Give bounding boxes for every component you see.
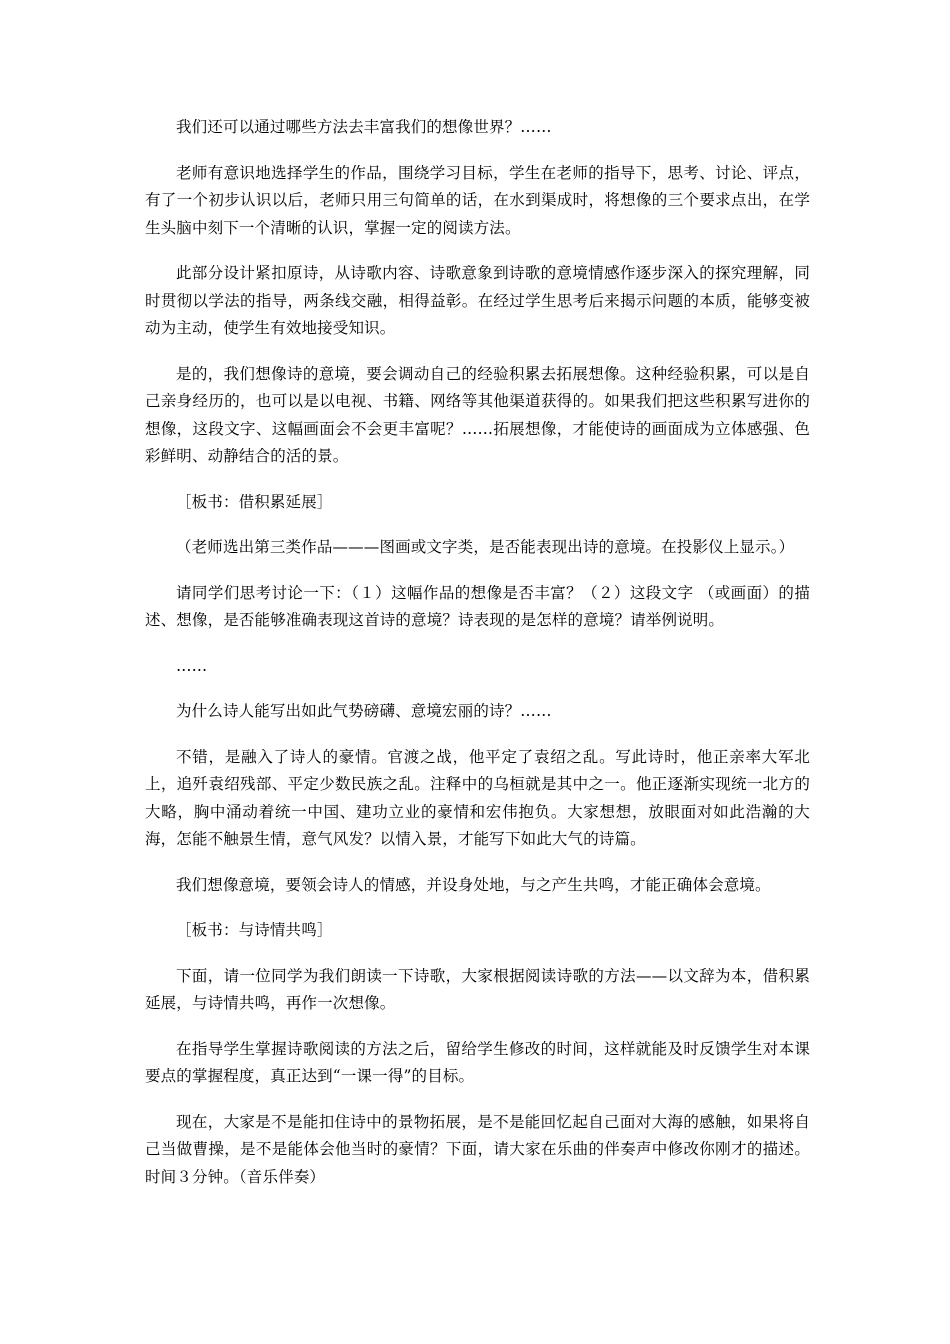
paragraph: 下面，请一位同学为我们朗读一下诗歌，大家根据阅读诗歌的方法——以文辞为本，借积累延展，与诗情共鸣，再作一次想像。 <box>145 966 810 1012</box>
paragraph: 现在，大家是不是能扣住诗中的景物拓展，是不是能回忆起自己面对大海的感触，如果将自己当做曹操，是不是能体会他当时的豪情？下面，请大家在乐曲的伴奏声中修改你刚才的描述。时间３分钟。（音乐伴奏） <box>145 1112 810 1186</box>
paragraph: 为什么诗人能写出如此气势磅礴、意境宏丽的诗？…… <box>176 702 552 720</box>
ellipsis-line: …… <box>176 656 208 675</box>
paragraph: 在指导学生掌握诗歌阅读的方法之后，留给学生修改的时间，这样就能及时反馈学生对本课要点的掌握程度，真正达到“一课一得”的目标。 <box>145 1039 810 1085</box>
blackboard-note: ［板书：借积累延展］ <box>176 492 333 511</box>
blackboard-note: ［板书：与诗情共鸣］ <box>176 921 333 939</box>
paragraph: 不错，是融入了诗人的豪情。官渡之战，他平定了袁绍之乱。写此诗时，他正亲率大军北上，追歼袁绍残部、平定少数民族之乱。注释中的乌桓就是其中之一。他正逐渐实现统一北方的大略，胸中涌动着统一中国、建功立业的豪情和宏伟抱负。大家想想，放眼面对如此浩瀚的大海，怎能不触景生情，意气风发？以情入景，才能写下如此大气的诗篇。 <box>145 747 810 848</box>
paragraph: 老师有意识地选择学生的作品，围绕学习目标，学生在老师的指导下，思考、讨论、评点，有了一个初步认识以后，老师只用三句简单的话，在水到渠成时，将想像的三个要求点出，在学生头脑中刻下一个清晰的认识，掌握一定的阅读方法。 <box>145 163 810 237</box>
paragraph: 我们还可以通过哪些方法去丰富我们的想像世界？…… <box>176 118 552 136</box>
paragraph: 是的，我们想像诗的意境，要会调动自己的经验积累去拓展想像。这种经验积累，可以是自己亲身经历的，也可以是以电视、书籍、网络等其他渠道获得的。如果我们把这些积累写进你的想像，这段文字、这幅画面会不会更丰富呢？……拓展想像，才能使诗的画面成为立体感强、色彩鲜明、动静结合的活的景。 <box>145 364 810 465</box>
paragraph: 请同学们思考讨论一下：（１）这幅作品的想像是否丰富？（２）这段文字 （或画面）的描述、想像，是否能够准确表现这首诗的意境？诗表现的是怎样的意境？请举例说明。 <box>145 583 810 629</box>
document-body <box>145 114 810 1209</box>
paragraph: （老师选出第三类作品———图画或文字类，是否能表现出诗的意境。在投影仪上显示。） <box>176 538 795 556</box>
paragraph: 我们想像意境，要领会诗人的情感，并设身处地，与之产生共鸣，才能正确体会意境。 <box>176 875 771 894</box>
paragraph: 此部分设计紧扣原诗，从诗歌内容、诗歌意象到诗歌的意境情感作逐步深入的探究理解，同时贯彻以学法的指导，两条线交融，相得益彰。在经过学生思考后来揭示问题的本质，能够变被动为主动，使学生有效地接受知识。 <box>145 264 810 337</box>
